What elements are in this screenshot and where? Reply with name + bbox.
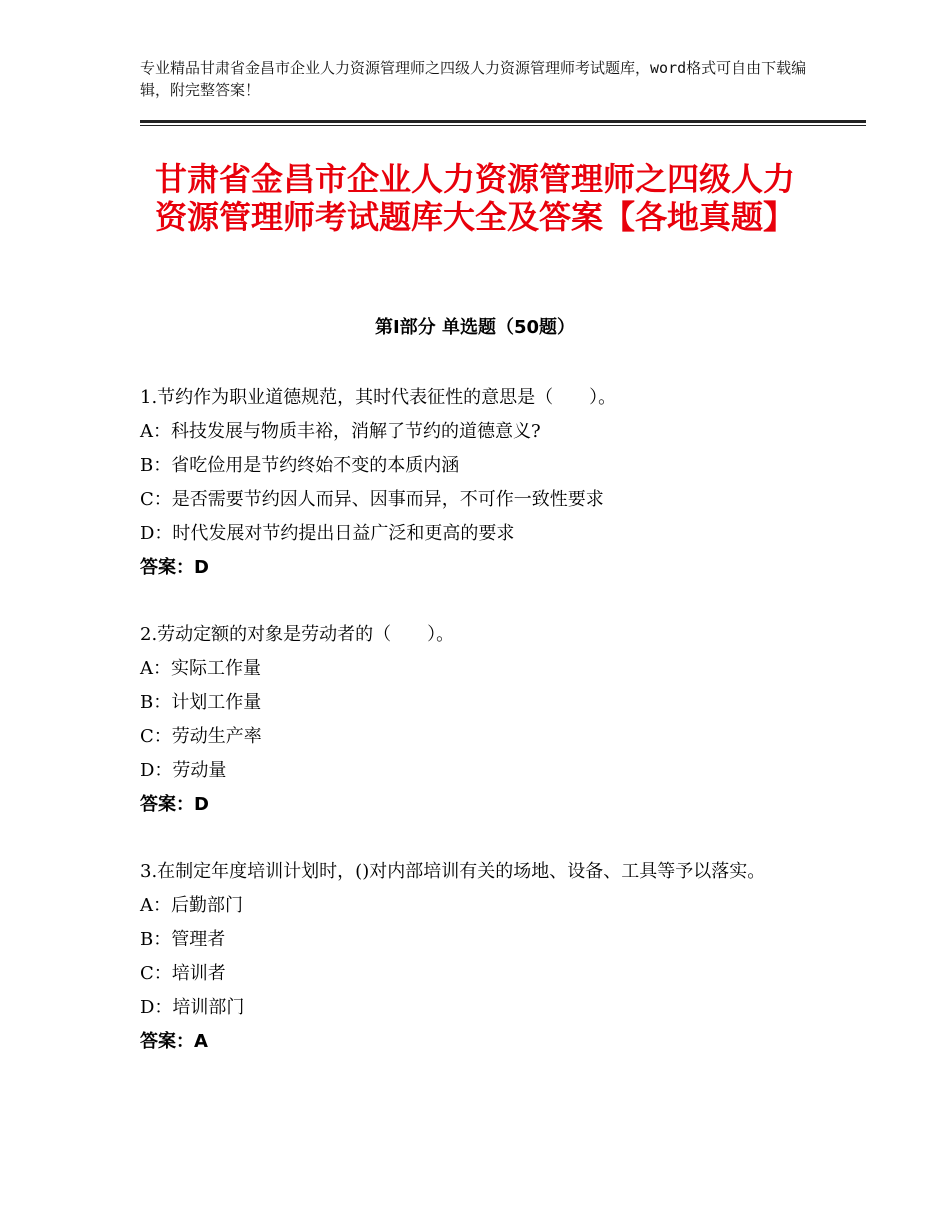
option-c: C：培训者 [140,963,226,984]
header-note: 专业精品甘肃省金昌市企业人力资源管理师之四级人力资源管理师考试题库，word格式可自由下载编辑，附完整答案！ [140,59,807,99]
question-stem: 3.在制定年度培训计划时，()对内部培训有关的场地、设备、工具等予以落实。 [140,861,766,882]
section-title: 第I部分 单选题（50题） [374,317,575,338]
question-1 [140,381,830,585]
option-a: A：后勤部门 [140,895,243,916]
option-a: A：科技发展与物质丰裕，消解了节约的道德意义? [140,421,541,442]
answer: 答案：A [140,1031,208,1052]
option-b: B：管理者 [140,929,226,950]
question-list [140,381,830,1092]
option-d: D：培训部门 [140,997,245,1018]
option-b: B：省吃俭用是节约终始不变的本质内涵 [140,455,460,476]
option-d: D：劳动量 [140,760,227,781]
answer: 答案：D [140,794,209,815]
option-c: C：是否需要节约因人而异、因事而异，不可作一致性要求 [140,489,604,510]
document-title: 甘肃省金昌市企业人力资源管理师之四级人力资源管理师考试题库大全及答案【各地真题】 [154,160,795,236]
option-c: C：劳动生产率 [140,726,262,747]
option-b: B：计划工作量 [140,692,262,713]
question-2 [140,618,830,822]
option-d: D：时代发展对节约提出日益广泛和更高的要求 [140,523,515,544]
header-rule-thick [140,120,866,123]
option-a: A：实际工作量 [140,658,261,679]
question-stem: 2.劳动定额的对象是劳动者的（ ）。 [140,624,455,645]
question-stem: 1.节约作为职业道德规范，其时代表征性的意思是（ ）。 [140,387,617,408]
header-rule-thin [140,125,866,126]
question-3 [140,855,830,1059]
answer: 答案：D [140,557,209,578]
